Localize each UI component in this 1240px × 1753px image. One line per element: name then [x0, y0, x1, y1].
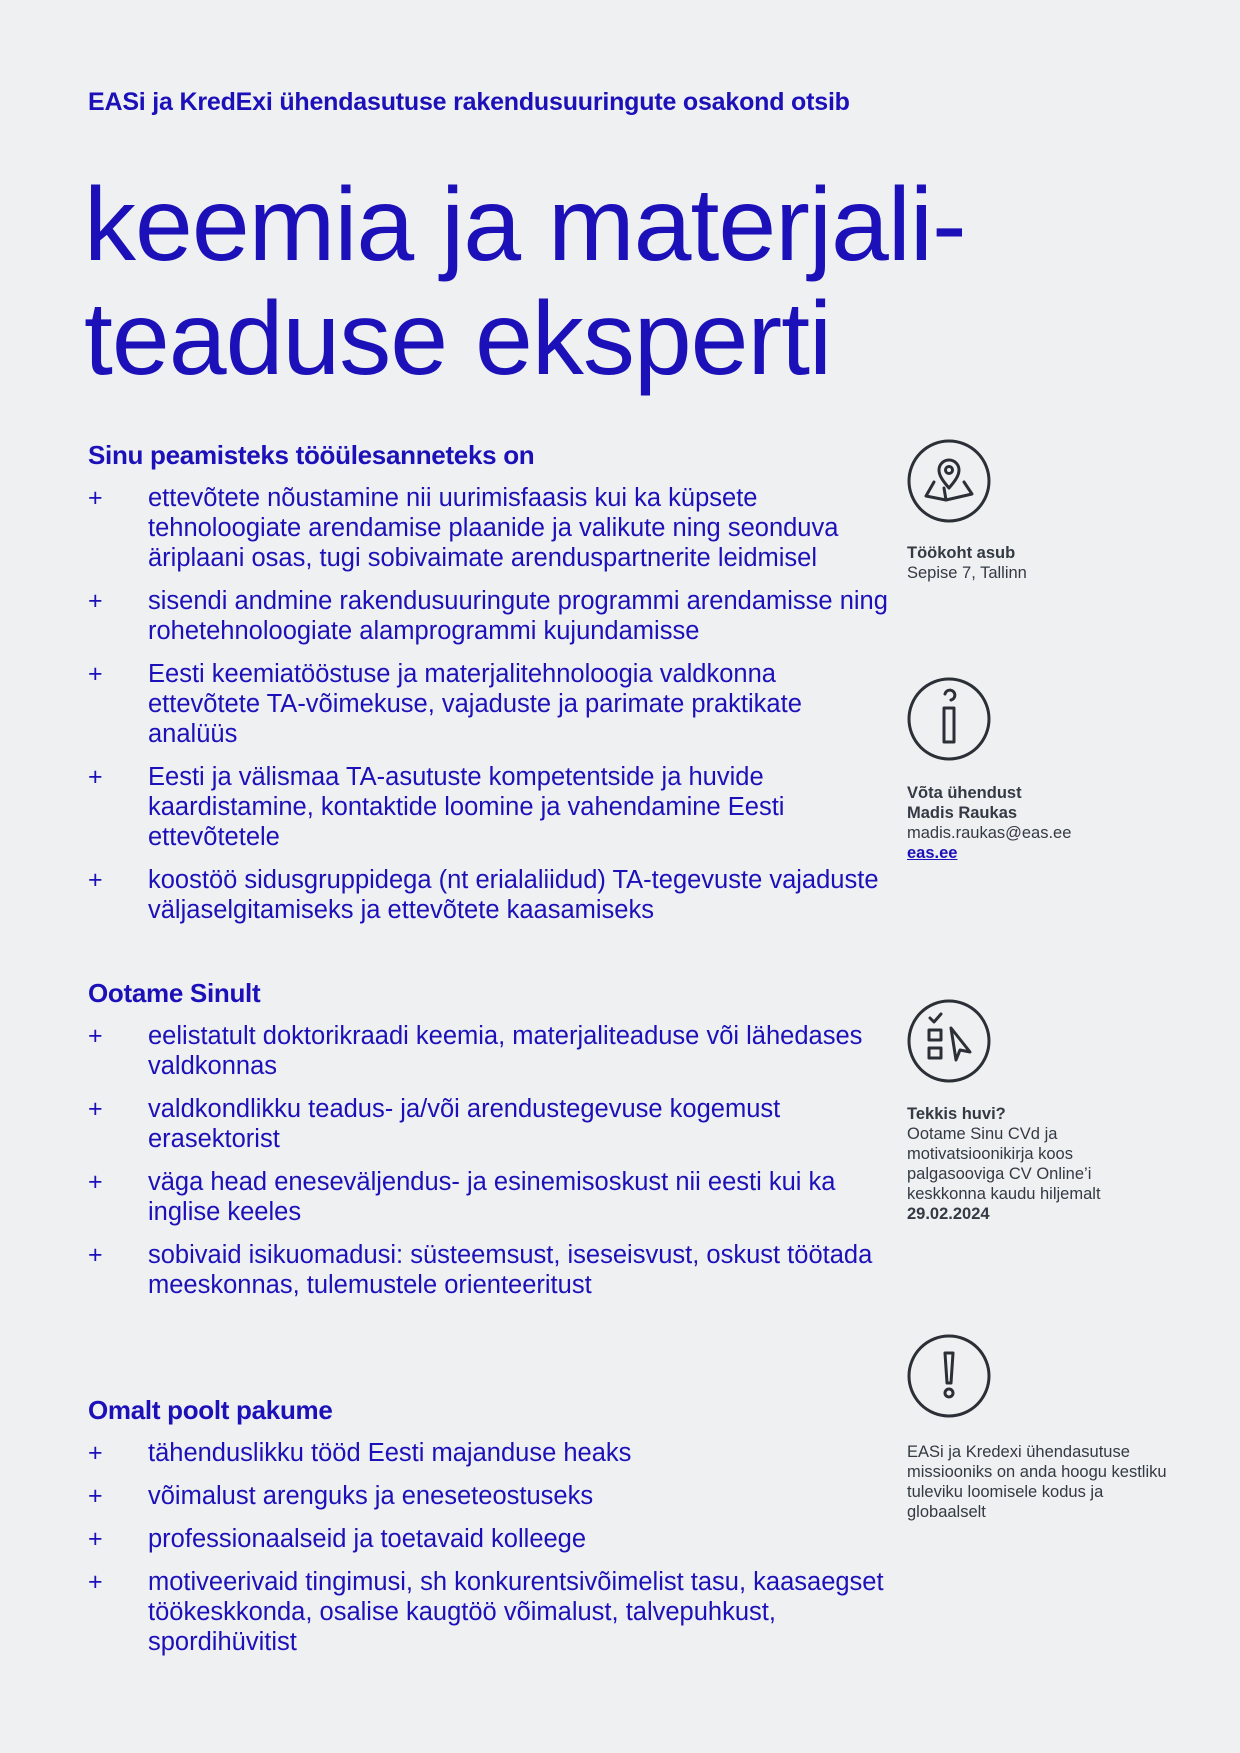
- contact-email[interactable]: madis.raukas@eas.ee: [907, 824, 1072, 842]
- plus-bullet-icon: +: [88, 484, 103, 512]
- apply-label: Tekkis huvi?: [907, 1105, 1006, 1123]
- contact-block: [907, 783, 1167, 863]
- plus-bullet-icon: +: [88, 1095, 103, 1123]
- checklist-cursor-icon: [906, 998, 992, 1084]
- list-item: + sisendi andmine rakendusuuringute programmi arendamisse ning rohetehnoloogiate alamprogrammi kujundamisse: [88, 587, 888, 645]
- website-link[interactable]: eas.ee: [907, 844, 958, 862]
- mission-block: [907, 1442, 1167, 1522]
- location-block: [907, 543, 1167, 583]
- list-item: + tähenduslikku tööd Eesti majanduse heaks: [88, 1439, 632, 1467]
- mission-text: EASi ja Kredexi ühendasutuse missiooniks on anda hoogu kestliku tuleviku loomisele kodus ja globaalselt: [907, 1443, 1167, 1521]
- apply-deadline: 29.02.2024: [907, 1205, 990, 1223]
- exclamation-icon: [906, 1333, 992, 1419]
- plus-bullet-icon: +: [88, 866, 103, 894]
- list-item: + võimalust arenguks ja eneseteostuseks: [88, 1482, 594, 1510]
- location-label: Töökoht asub: [907, 544, 1016, 562]
- list-item: + professionaalseid ja toetavaid kolleege: [88, 1525, 587, 1553]
- list-item: + koostöö sidusgruppidega (nt erialaliidud) TA-tegevuste vajaduste väljaselgitamiseks ja ettevõtete kaasamiseks: [88, 866, 879, 924]
- title-line-2: teaduse eksperti: [84, 281, 832, 397]
- contact-name: Madis Raukas: [907, 804, 1018, 822]
- offer-list: [88, 1438, 888, 1670]
- list-item: + motiveerivaid tingimusi, sh konkurentsivõimelist tasu, kaasaegset töökeskkonda, osalise kaugtöö võimalust, talvepuhkust, spordihüvitist: [88, 1568, 884, 1656]
- info-icon: [906, 676, 992, 762]
- apply-text: Ootame Sinu CVd ja motivatsioonikirja koos palgasooviga CV Online’i keskkonna kaudu hiljemalt: [907, 1125, 1101, 1203]
- expect-list: [88, 1021, 888, 1313]
- list-item: + sobivaid isikuomadusi: süsteemsust, iseseisvust, oskust töötada meeskonnas, tulemustele orienteeritust: [88, 1241, 873, 1299]
- location-value: Sepise 7, Tallinn: [907, 564, 1027, 582]
- page-kicker: EASi ja KredExi ühendasutuse rakendusuuringute osakond otsib: [88, 88, 850, 116]
- list-item: + ettevõtete nõustamine nii uurimisfaasis kui ka küpsete tehnoloogiate arendamise plaanide ja valikute ning seonduva äriplaani osas, tugi sobivaimate arenduspartnerite leidmisel: [88, 484, 839, 572]
- plus-bullet-icon: +: [88, 587, 103, 615]
- title-line-1: keemia ja materjali-: [84, 167, 966, 283]
- plus-bullet-icon: +: [88, 1241, 103, 1269]
- plus-bullet-icon: +: [88, 1439, 103, 1467]
- expect-title: Ootame Sinult: [88, 978, 261, 1008]
- list-item: + eelistatult doktorikraadi keemia, materjaliteaduse või lähedases valdkonnas: [88, 1022, 863, 1080]
- plus-bullet-icon: +: [88, 1525, 103, 1553]
- offer-title: Omalt poolt pakume: [88, 1395, 333, 1425]
- apply-block: [907, 1104, 1167, 1224]
- plus-bullet-icon: +: [88, 763, 103, 791]
- list-item: + valdkondlikku teadus- ja/või arendustegevuse kogemust erasektorist: [88, 1095, 781, 1153]
- page-title: [84, 168, 1084, 396]
- list-item: + Eesti ja välismaa TA-asutuste kompetentside ja huvide kaardistamine, kontaktide loomine ja vahendamine Eesti ettevõtetele: [88, 763, 785, 851]
- list-item: + Eesti keemiatööstuse ja materjalitehnoloogia valdkonna ettevõtete TA-võimekuse, vajaduste ja parimate praktikate analüüs: [88, 660, 802, 748]
- plus-bullet-icon: +: [88, 1568, 103, 1596]
- plus-bullet-icon: +: [88, 1022, 103, 1050]
- tasks-title: Sinu peamisteks tööülesanneteks on: [88, 440, 535, 470]
- list-item: + väga head eneseväljendus- ja esinemisoskust nii eesti kui ka inglise keeles: [88, 1168, 836, 1226]
- contact-label: Võta ühendust: [907, 784, 1022, 802]
- plus-bullet-icon: +: [88, 1482, 103, 1510]
- plus-bullet-icon: +: [88, 660, 103, 688]
- location-pin-map-icon: [906, 438, 992, 524]
- plus-bullet-icon: +: [88, 1168, 103, 1196]
- tasks-list: [88, 483, 888, 938]
